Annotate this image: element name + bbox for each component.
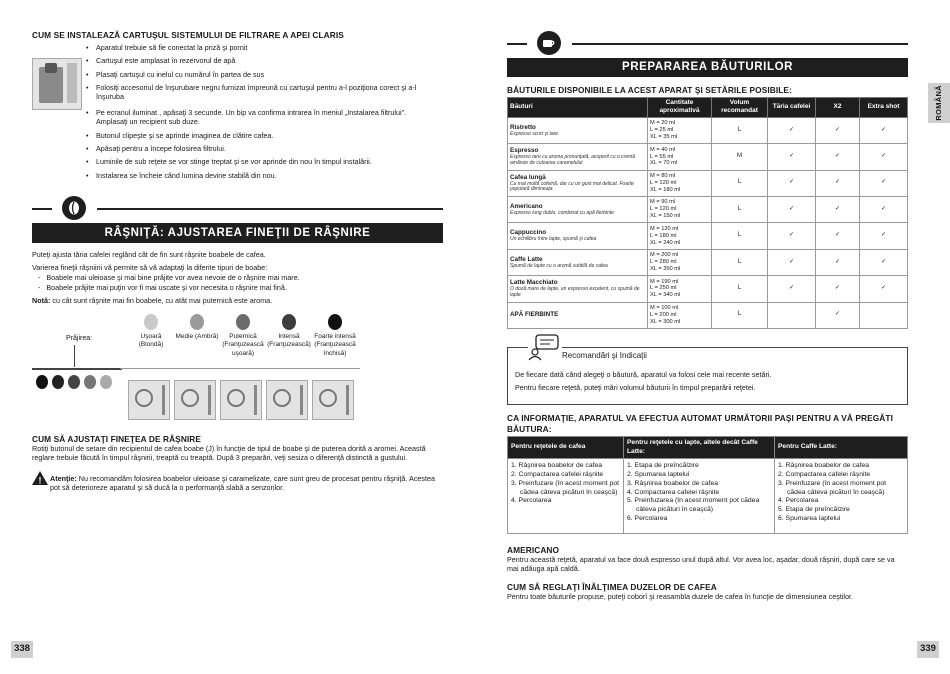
recom-p2: Pentru fiecare reţetă, puteţi mări volumul băuturii în timpul preparării reţetei. bbox=[515, 383, 756, 392]
strength-check: ✓ bbox=[768, 144, 816, 170]
qty-cell bbox=[648, 249, 712, 275]
step-item: 1. Râşnirea boabelor de cafea bbox=[778, 462, 870, 470]
grind-image bbox=[220, 380, 262, 420]
rasnita-intro: Puteţi ajusta tăria cafelei reglând cât de fin sunt râşnite boabele de cafea. bbox=[32, 250, 266, 259]
drink-name-cell bbox=[508, 197, 648, 223]
qty-value: M = 80 ml bbox=[650, 173, 676, 180]
step-item: 3. Râşnirea boabelor de cafea bbox=[627, 479, 719, 487]
cartridge-image bbox=[32, 58, 82, 110]
step-item: 2. Spumarea laptelui bbox=[627, 470, 690, 478]
drink-desc: O doză mare de lapte, un espresso excelent, cu spumă de lapte bbox=[510, 286, 640, 298]
qty-value: M = 190 ml bbox=[650, 278, 679, 285]
roast-level: Foarte intensă (Franţuzească închisă) bbox=[312, 314, 358, 358]
qty-value: L = 120 ml bbox=[650, 206, 677, 213]
pointer-line bbox=[74, 345, 75, 367]
qty-value: L = 200 ml bbox=[650, 311, 677, 318]
recom-p1: De fiecare dată când alegeţi o băutură, aparatul va folosi cele mai recente setări. bbox=[515, 370, 772, 379]
bean-row bbox=[32, 369, 122, 399]
svg-text:!: ! bbox=[38, 475, 42, 485]
step-item: 4. Percolarea bbox=[511, 497, 552, 505]
table-row bbox=[508, 170, 908, 196]
extra-shot-check: ✓ bbox=[860, 276, 908, 302]
volume-cell: L bbox=[712, 302, 768, 328]
qty-cell bbox=[648, 197, 712, 223]
volume-cell: L bbox=[712, 117, 768, 143]
coffee-cup-icon bbox=[537, 31, 561, 55]
drink-name-cell bbox=[508, 249, 648, 275]
drink-name: Espresso bbox=[510, 147, 539, 155]
divider bbox=[572, 43, 908, 45]
qty-cell bbox=[648, 170, 712, 196]
roast-levels bbox=[128, 314, 358, 358]
connector-line bbox=[120, 368, 360, 369]
page-number-right: 339 bbox=[917, 641, 939, 658]
drink-name: Americano bbox=[510, 202, 543, 210]
coffee-bean-icon bbox=[62, 196, 86, 220]
nota: Notă: cu cât sunt râşnite mai fin boabele, cu atât mai puternică este aroma. bbox=[32, 296, 273, 305]
step-item: 5. Preinfuzarea (în acest moment pot cădea câteva picături în ceaşcă) bbox=[627, 497, 760, 514]
qty-value: XL = 150 ml bbox=[650, 213, 681, 220]
qty-value: M = 200 ml bbox=[650, 252, 679, 259]
qty-value: L = 120 ml bbox=[650, 179, 677, 186]
step-item: 6. Percolarea bbox=[627, 515, 668, 523]
volume-cell: M bbox=[712, 144, 768, 170]
table-row bbox=[508, 302, 908, 328]
drink-desc: Spumă de lapte cu o aromă subtilă de cafea bbox=[510, 262, 608, 269]
drink-desc: Espresso tare cu aroma pronunţată, acoperit cu o cremă amăruie de culoarea caramelului bbox=[510, 154, 636, 167]
cartus-steps bbox=[86, 43, 438, 184]
qty-cell bbox=[648, 223, 712, 249]
steps-col bbox=[775, 459, 908, 534]
list-item: • Aparatul trebuie să fie conectat la priză şi pornit bbox=[86, 43, 438, 52]
bean-icon bbox=[190, 314, 204, 330]
atentie: Atenţie: Nu recomandăm folosirea boabelor uleioase şi caramelizate, care sunt greu de procesat pentru râşniţă. Acestea pot să deterioreze aparatul şi să ducă la o performanţă slabă a senzorilor. bbox=[50, 474, 435, 493]
grind-image bbox=[174, 380, 216, 420]
step-item: 3. Preinfuzare (în acest moment pot cădea câteva picături în ceaşcă) bbox=[511, 479, 620, 496]
col-header: Tăria cafelei bbox=[768, 98, 816, 118]
steps-col bbox=[624, 459, 775, 534]
divider bbox=[507, 43, 527, 45]
language-tab: ROMÂNĂ bbox=[928, 83, 950, 123]
list-item: • Pe ecranul iluminat , apăsaţi 3 secunde. Un bip va confirma intrarea în meniul „Instalarea filtrului". Amplasaţi un recipient sub duze. bbox=[86, 108, 438, 127]
x2-check: ✓ bbox=[816, 117, 860, 143]
cartus-title: CUM SE INSTALEAZĂ CARTUŞUL SISTEMULUI DE FILTRARE A APEI CLARIS bbox=[32, 30, 344, 40]
drink-name-cell bbox=[508, 302, 648, 328]
qty-value: M = 20 ml bbox=[650, 120, 676, 127]
list-item: • Instalarea se încheie când lumina devine stabilă din nou. bbox=[86, 171, 438, 180]
qty-value: M = 100 ml bbox=[650, 305, 679, 312]
volume-cell: L bbox=[712, 276, 768, 302]
roast-level: Uşoară (Blondă) bbox=[128, 314, 174, 358]
americano-text: Pentru această reţetă, aparatul va face două espresso unul după altul. Vor avea loc, aşadar, două râşniri, după care se va mai adăuga apă caldă. bbox=[507, 555, 895, 574]
drink-name-cell bbox=[508, 117, 648, 143]
table-row bbox=[508, 144, 908, 170]
rasnita-variation: Varierea fineţii râşniirii vă permite să vă adaptaţi la diferite tipuri de boabe: bbox=[32, 263, 268, 272]
col-header: Extra shot bbox=[860, 98, 908, 118]
strength-check: ✓ bbox=[768, 197, 816, 223]
extra-shot-check: ✓ bbox=[860, 197, 908, 223]
extra-shot-check: ✓ bbox=[860, 249, 908, 275]
divider bbox=[32, 208, 52, 210]
col-header: X2 bbox=[816, 98, 860, 118]
page-number-left: 338 bbox=[11, 641, 33, 658]
x2-check: ✓ bbox=[816, 276, 860, 302]
col-header: Cantitate aproximativă bbox=[648, 98, 712, 118]
strength-check: ✓ bbox=[768, 170, 816, 196]
step-item: 2. Compactarea cafelei râşnite bbox=[511, 470, 604, 478]
drink-name-cell bbox=[508, 144, 648, 170]
list-item: • Plasaţi cartuşul cu inelul cu numărul în partea de sus bbox=[86, 70, 438, 79]
table-row bbox=[508, 223, 908, 249]
qty-value: M = 40 ml bbox=[650, 146, 676, 153]
col-header: Volum recomandat bbox=[712, 98, 768, 118]
table-row bbox=[508, 276, 908, 302]
step-item: 6. Spumarea laptelui bbox=[778, 515, 841, 523]
extra-shot-check: ✓ bbox=[860, 170, 908, 196]
list-item: • Cartuşul este amplasat în rezervorul de apă bbox=[86, 56, 438, 65]
col-header: Băuturi bbox=[508, 98, 648, 118]
strength-check bbox=[768, 302, 816, 328]
duze-text: Pentru toate băuturile propuse, puteţi coborî şi reasambla duzele de cafea în funcţie de dimensiunea ceştilor. bbox=[507, 592, 854, 601]
list-item: • Butonul clipeşte şi se aprinde imaginea de clătire cafea. bbox=[86, 131, 438, 140]
drink-name-cell bbox=[508, 223, 648, 249]
roast-level: Intensă (Franţuzească) bbox=[266, 314, 312, 358]
list-item: • Folosiţi accesoriul de înşurubare negru furnizat împreună cu cartuşul pentru a-l poziţiona corect şi a-l înşuruba bbox=[86, 83, 438, 102]
qty-value: XL = 35 ml bbox=[650, 133, 678, 140]
qty-value: XL = 180 ml bbox=[650, 186, 681, 193]
drink-desc: Un echilibru între lapte, spumă şi cafea bbox=[510, 236, 597, 243]
x2-check: ✓ bbox=[816, 197, 860, 223]
extra-shot-check: ✓ bbox=[860, 223, 908, 249]
americano-title: AMERICANO bbox=[507, 545, 560, 555]
extra-shot-check bbox=[860, 302, 908, 328]
step-item: 1. Etapa de preîncălzire bbox=[627, 462, 699, 470]
qty-value: L = 55 ml bbox=[650, 153, 674, 160]
drink-name: APĂ FIERBINTE bbox=[510, 311, 559, 319]
roast-level: Puternică (Franţuzească uşoară) bbox=[220, 314, 266, 358]
qty-value: L = 25 ml bbox=[650, 127, 674, 134]
qty-value: L = 180 ml bbox=[650, 232, 677, 239]
grind-image bbox=[266, 380, 308, 420]
ajust-text: Rotiţi butonul de setare din recipientul de cafea boabe (J) în funcţie de tipul de boabe şi de puterea dorită a aromei. Această reglare trebuie făcută în timpul râşnirii, treaptă cu treaptă. După 3 preparări, veţi sesiza o diferenţă distinctă a gustului. bbox=[32, 444, 426, 463]
qty-value: XL = 340 ml bbox=[650, 292, 681, 299]
table-row bbox=[508, 117, 908, 143]
volume-cell: L bbox=[712, 249, 768, 275]
col-header: Pentru reţetele de cafea bbox=[508, 437, 624, 459]
table-row bbox=[508, 459, 908, 534]
drink-name: Ristretto bbox=[510, 123, 536, 131]
qty-value: M = 90 ml bbox=[650, 199, 676, 206]
qty-value: XL = 350 ml bbox=[650, 265, 681, 272]
table-row bbox=[508, 197, 908, 223]
recom-title: Recomandări şi Indicaţii bbox=[562, 351, 647, 360]
prepararea-banner: PREPARAREA BĂUTURILOR bbox=[507, 58, 908, 77]
steps-col bbox=[508, 459, 624, 534]
drink-name: Latte Macchiato bbox=[510, 279, 558, 287]
drink-name-cell bbox=[508, 170, 648, 196]
x2-check: ✓ bbox=[816, 249, 860, 275]
list-item: • Apăsaţi pentru a începe folosirea filtrului. bbox=[86, 144, 438, 153]
warning-icon bbox=[32, 471, 48, 485]
drink-desc: Cu mai multă cofeină, dar cu un gust mai delicat. Foarte populară dimineaţa bbox=[510, 180, 634, 193]
rasnita-banner: RÂŞNIŢĂ: AJUSTAREA FINEŢII DE RÂŞNIRE bbox=[32, 223, 443, 243]
avail-title: BĂUTURILE DISPONIBILE LA ACEST APARAT ŞI SETĂRILE POSIBILE: bbox=[507, 85, 792, 95]
drink-name-cell bbox=[508, 276, 648, 302]
step-item: 4. Compactarea cafelei râşnite bbox=[627, 488, 720, 496]
qty-value: M = 120 ml bbox=[650, 225, 679, 232]
speech-bubble-icon bbox=[528, 333, 562, 361]
volume-cell: L bbox=[712, 197, 768, 223]
drink-desc: Espresso lung dublu, combinat cu apă fierbinte bbox=[510, 209, 614, 216]
grind-setting-images bbox=[128, 380, 354, 420]
x2-check: ✓ bbox=[816, 302, 860, 328]
volume-cell: L bbox=[712, 170, 768, 196]
extra-shot-check: ✓ bbox=[860, 144, 908, 170]
col-header: Pentru reţetele cu lapte, altele decât Caffe Latte: bbox=[624, 437, 775, 459]
bean-icon bbox=[282, 314, 296, 330]
qty-cell bbox=[648, 302, 712, 328]
strength-check: ✓ bbox=[768, 249, 816, 275]
table-header-row bbox=[508, 437, 908, 459]
divider bbox=[97, 208, 443, 210]
strength-check: ✓ bbox=[768, 117, 816, 143]
extra-shot-check: ✓ bbox=[860, 117, 908, 143]
strength-check: ✓ bbox=[768, 276, 816, 302]
grind-image bbox=[128, 380, 170, 420]
drink-name: Cappuccino bbox=[510, 229, 547, 237]
qty-value: XL = 240 ml bbox=[650, 239, 681, 246]
steps-table bbox=[507, 436, 908, 534]
bean-icon bbox=[328, 314, 342, 330]
rasnita-dash-2: - Boabele prăjite mai puţin vor fi mai uscate şi vor necesita o râşnire mai fină. bbox=[38, 283, 287, 292]
x2-check: ✓ bbox=[816, 144, 860, 170]
qty-value: L = 280 ml bbox=[650, 259, 677, 266]
qty-value: XL = 70 ml bbox=[650, 160, 678, 167]
step-item: 2. Compactarea cafelei râşnite bbox=[778, 470, 871, 478]
qty-cell bbox=[648, 144, 712, 170]
step-item: 5. Etapa de preîncălzire bbox=[778, 506, 850, 514]
ajust-title: CUM SĂ AJUSTAŢI FINEŢEA DE RÂŞNIRE bbox=[32, 434, 202, 444]
step-item: 1. Râşnirea boabelor de cafea bbox=[511, 462, 603, 470]
qty-value: XL = 300 ml bbox=[650, 318, 681, 325]
table-row bbox=[508, 249, 908, 275]
rasnita-dash-1: - Boabele mai uleioase şi mai bine prăjite vor avea nevoie de o râşnire mai mare. bbox=[38, 273, 300, 282]
drink-name: Cafea lungă bbox=[510, 173, 546, 181]
qty-cell bbox=[648, 276, 712, 302]
step-item: 3. Preinfuzare (în acest moment pot cădea câteva picături în ceaşcă) bbox=[778, 479, 887, 496]
roast-level: Medie (Ambră) bbox=[174, 314, 220, 358]
bean-icon bbox=[144, 314, 158, 330]
prajirea-label: Prăjirea: bbox=[66, 335, 93, 342]
qty-cell bbox=[648, 117, 712, 143]
drink-name: Caffe Latte bbox=[510, 255, 543, 263]
x2-check: ✓ bbox=[816, 223, 860, 249]
qty-value: L = 250 ml bbox=[650, 285, 677, 292]
bean-icon bbox=[236, 314, 250, 330]
list-item: • Luminile de sub reţete se vor stinge treptat şi se vor aprinde din nou în timpul instalării. bbox=[86, 157, 438, 166]
table-header-row bbox=[508, 98, 908, 118]
drink-desc: Espresso scurt şi tare bbox=[510, 130, 559, 137]
grind-image bbox=[312, 380, 354, 420]
beverage-table bbox=[507, 97, 908, 329]
step-item: 4. Percolarea bbox=[778, 497, 819, 505]
volume-cell: L bbox=[712, 223, 768, 249]
x2-check: ✓ bbox=[816, 170, 860, 196]
steps-title: CA INFORMAŢIE, APARATUL VA EFECTUA AUTOMAT URMĂTORII PAŞI PENTRU A VĂ PREGĂTI BĂUTURA: bbox=[507, 413, 893, 434]
strength-check: ✓ bbox=[768, 223, 816, 249]
col-header: Pentru Caffe Latte: bbox=[775, 437, 908, 459]
duze-title: CUM SĂ REGLAŢI ÎNĂLŢIMEA DUZELOR DE CAFEA bbox=[507, 582, 717, 592]
